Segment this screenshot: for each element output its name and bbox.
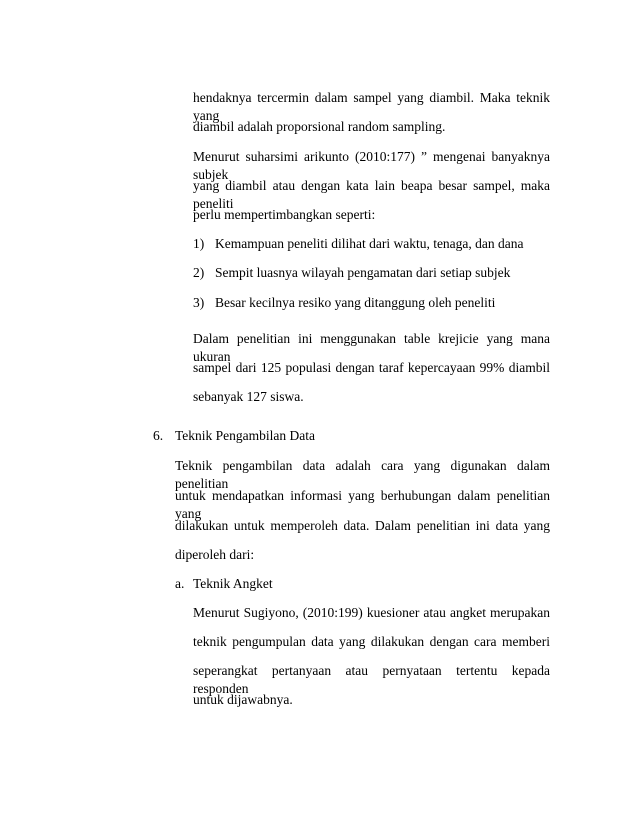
list-text: Kemampuan peneliti dilihat dari waktu, tenaga, dan dana xyxy=(215,236,524,251)
paragraph-line: untuk dijawabnya. xyxy=(193,692,293,707)
list-number: 2) xyxy=(193,265,205,280)
subsection-title: Teknik Angket xyxy=(193,576,273,591)
list-number: 1) xyxy=(193,236,205,251)
paragraph-line: hendaknya tercermin dalam sampel yang diambil. Maka teknik yang xyxy=(193,90,550,123)
paragraph-line: untuk mendapatkan informasi yang berhubungan dalam penelitian yang xyxy=(175,488,550,521)
subsection-number: a. xyxy=(175,576,185,591)
list-text: Sempit luasnya wilayah pengamatan dari setiap subjek xyxy=(215,265,511,280)
paragraph-line: sebanyak 127 siswa. xyxy=(193,389,304,404)
paragraph-line: diambil adalah proporsional random sampling. xyxy=(193,119,446,134)
paragraph-line: diperoleh dari: xyxy=(175,547,255,562)
list-text: Besar kecilnya resiko yang ditanggung oleh peneliti xyxy=(215,295,496,310)
paragraph-line: Teknik pengambilan data adalah cara yang digunakan dalam penelitian xyxy=(175,458,550,491)
paragraph-line: yang diambil atau dengan kata lain beapa besar sampel, maka peneliti xyxy=(193,178,550,211)
paragraph-line: Menurut Sugiyono, (2010:199) kuesioner atau angket merupakan xyxy=(193,605,550,620)
paragraph-line: dilakukan untuk memperoleh data. Dalam penelitian ini data yang xyxy=(175,518,550,533)
list-number: 3) xyxy=(193,295,205,310)
paragraph-line: sampel dari 125 populasi dengan taraf kepercayaan 99% diambil xyxy=(193,360,550,375)
paragraph-line: perlu mempertimbangkan seperti: xyxy=(193,207,376,222)
section-number: 6. xyxy=(153,428,164,443)
paragraph-line: seperangkat pertanyaan atau pernyataan tertentu kepada responden xyxy=(193,663,550,696)
paragraph-line: Dalam penelitian ini menggunakan table krejicie yang mana ukuran xyxy=(193,331,550,364)
paragraph-line: Menurut suharsimi arikunto (2010:177) ” mengenai banyaknya subjek xyxy=(193,149,550,182)
section-title: Teknik Pengambilan Data xyxy=(175,428,316,443)
paragraph-line: teknik pengumpulan data yang dilakukan dengan cara memberi xyxy=(193,634,550,649)
